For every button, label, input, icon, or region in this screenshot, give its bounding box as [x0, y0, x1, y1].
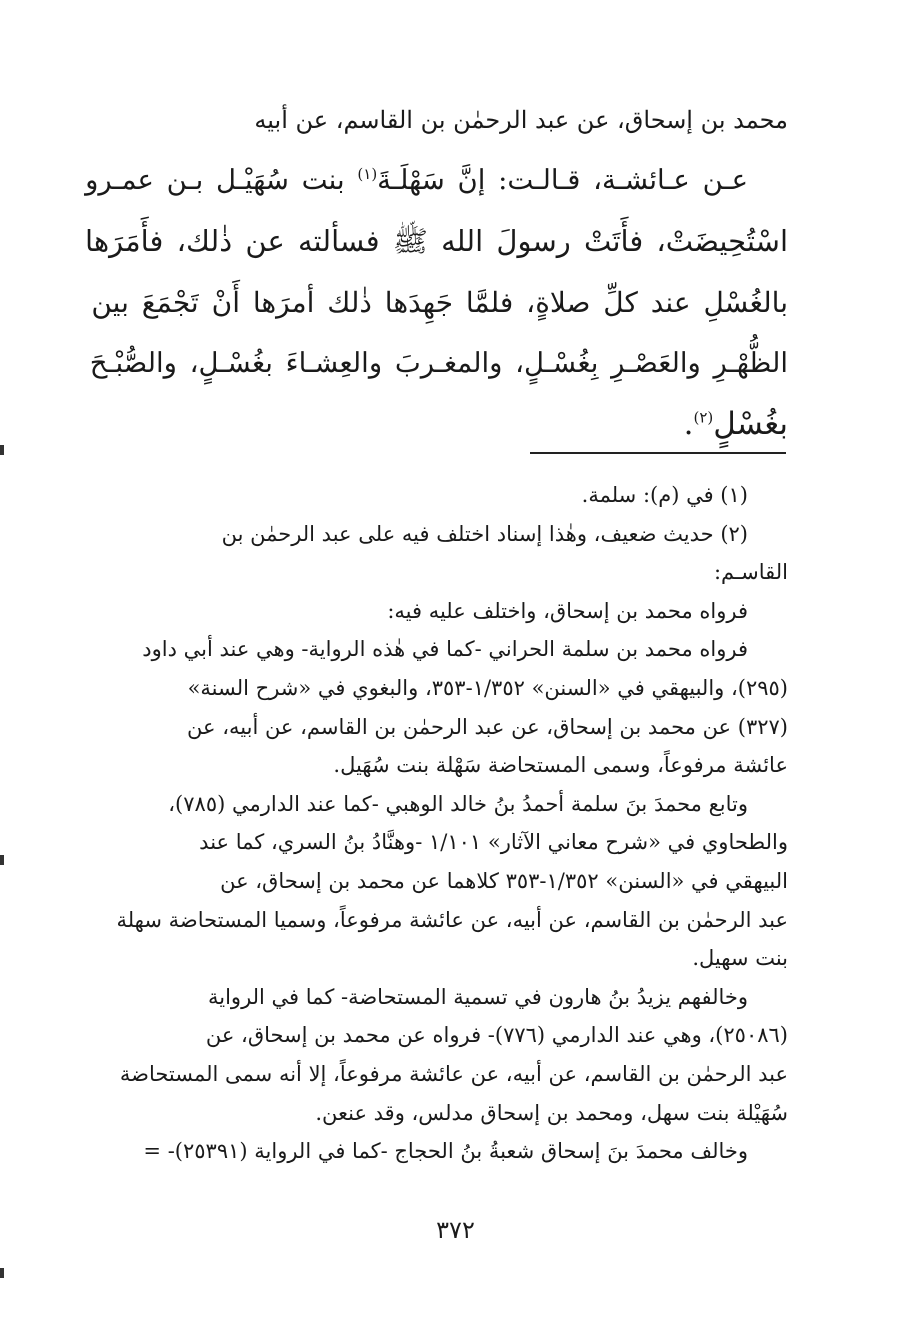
footnote-ref-1: (١) [357, 164, 378, 183]
footnote-2-line: (٢) حديث ضعيف، وهٰذا إسناد اختلف فيه على عبد الرحمٰن بن [221, 521, 748, 546]
footnote-2-line: عائشة مرفوعاً، وسمى المستحاضة سَهْلة بنت سُهَيل. [333, 753, 788, 778]
hadith-text [82, 150, 788, 455]
page-number: ٣٧٢ [436, 1216, 475, 1244]
matn-line-4: الظُّهْـرِ والعَصْـرِ بِغُسْـلٍ، والمغـربَ والعِشـاءَ بغُسْـلٍ، والصُّبْـحَ [89, 347, 788, 379]
scan-edge-mark [0, 1268, 4, 1278]
matn-line-1 [82, 150, 788, 211]
footnote-separator [530, 452, 786, 454]
footnote-2-line: (٢٥٠٨٦)، وهي عند الدارمي (٧٧٦)- فرواه عن محمد بن إسحاق، عن [205, 1023, 788, 1048]
footnote-2-line: وتابع محمدَ بنَ سلمة أحمدُ بنُ خالد الوهبي -كما عند الدارمي (٧٨٥)، [168, 791, 748, 816]
footnote-2-line: فرواه محمد بن إسحاق، واختلف عليه فيه: [387, 598, 748, 623]
matn-end-period: . [683, 406, 694, 442]
matn-line-5-text: بغُسْلٍ [713, 406, 788, 442]
footnote-2-line: بنت سهيل. [692, 946, 788, 971]
footnote-1: (١) في (م): سلمة. [581, 483, 748, 507]
matn-line-1-start: عـن عـائشـة، قـالـت: إنَّ سَهْلَـةَ [377, 164, 748, 196]
footnote-2-line: سُهَيْلة بنت سهل، ومحمد بن إسحاق مدلس، وقد عنعن. [315, 1100, 788, 1125]
footnote-2-line: وخالف محمدَ بنَ إسحاق شعبةُ بنُ الحجاج -كما في الرواية (٢٥٣٩١)- = [143, 1139, 748, 1164]
isnad-line [82, 98, 788, 142]
footnote-2-line: (٣٢٧) عن محمد بن إسحاق، عن عبد الرحمٰن بن القاسم، عن أبيه، عن [187, 714, 788, 739]
footnote-2-line: فرواه محمد بن سلمة الحراني -كما في هٰذه الرواية- وهي عند أبي داود [142, 637, 748, 662]
scan-edge-mark [0, 855, 4, 865]
matn-line-2: اسْتُحِيضَتْ، فأَتَتْ رسولَ الله ﷺ فسألته عن ذٰلك، فأَمَرَها [85, 224, 788, 258]
footnote-2-line: والطحاوي في «شرح معاني الآثار» ١/١٠١ -وهنَّادُ بنُ السري، كما عند [199, 830, 788, 855]
footnote-2-line: القاسـم: [713, 560, 788, 585]
matn-line-3: بالغُسْلِ عند كلِّ صلاةٍ، فلمَّا جَهِدَها ذٰلك أمرَها أَنْ تَجْمَعَ بين [91, 286, 788, 319]
footnote-2-line: (٢٩٥)، والبيهقي في «السنن» ١/٣٥٢-٣٥٣، والبغوي في «شرح السنة» [187, 675, 788, 700]
footnotes [82, 476, 788, 1171]
footnote-2-line: وخالفهم يزيدُ بنُ هارون في تسمية المستحاضة- كما في الرواية [207, 984, 748, 1009]
footnote-2-line: عبد الرحمٰن بن القاسم، عن أبيه، عن عائشة مرفوعاً، وسميا المستحاضة سهلة [116, 907, 788, 932]
footnote-2-line: البيهقي في «السنن» ١/٣٥٢-٣٥٣ كلاهما عن محمد بن إسحاق، عن [220, 868, 788, 893]
matn-line-5 [82, 394, 788, 455]
isnad-text: محمد بن إسحاق، عن عبد الرحمٰن بن القاسم، عن أبيه [254, 106, 788, 134]
footnote-ref-2: (٢) [693, 408, 714, 427]
footnote-2-line: عبد الرحمٰن بن القاسم، عن أبيه، عن عائشة مرفوعاً، إلا أنه سمى المستحاضة [119, 1061, 788, 1086]
matn-line-1-end: بنت سُهَيْـل بـن عمـرو [85, 164, 345, 196]
scan-edge-mark [0, 445, 4, 455]
